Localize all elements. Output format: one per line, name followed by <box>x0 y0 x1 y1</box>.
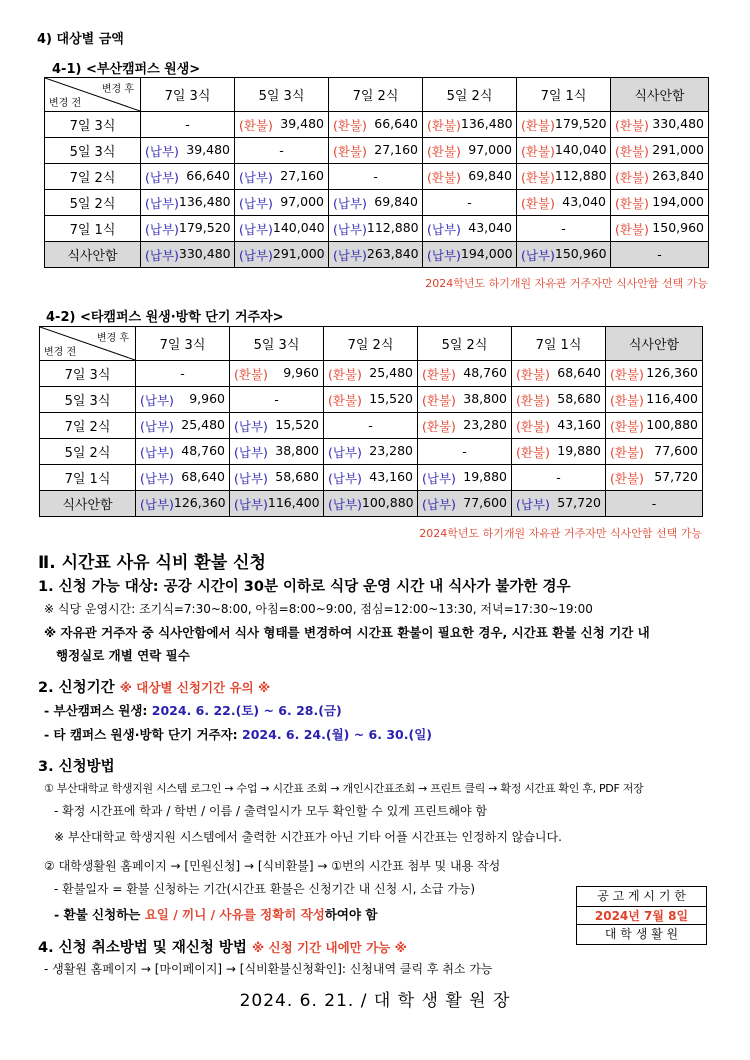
s4-title <box>38 936 407 957</box>
cell-type: (납부) <box>333 221 367 237</box>
cell-type: (납부) <box>239 221 273 237</box>
notice-top: 공 고 게 시 기 한 <box>597 889 686 903</box>
section-heading: 4) 대상별 금액 <box>37 32 124 47</box>
cell-value: 140,040 <box>272 219 325 235</box>
cell-type: (납부) <box>239 195 273 211</box>
table-cell <box>611 190 709 216</box>
s3-step1-note: - 확정 시간표에 학과 / 학번 / 이름 / 출력일시가 모두 확인할 수 있게 프린트해야 함 <box>54 804 488 818</box>
cell-value: 58,680 <box>557 390 601 406</box>
s2-line2 <box>44 725 432 743</box>
busan-price-table <box>44 77 709 268</box>
cell-type: (환불) <box>516 366 550 382</box>
table-row <box>40 387 703 413</box>
column-header: 식사안함 <box>606 327 703 361</box>
cell-type: (환불) <box>328 366 362 382</box>
header-row <box>45 78 709 112</box>
cell-value: 100,880 <box>646 416 698 432</box>
table-row <box>40 439 703 465</box>
s3-l6-b: 하여야 함 <box>324 907 378 922</box>
cell-value: 69,840 <box>374 193 418 209</box>
cell-type: (납부) <box>140 418 174 434</box>
table-cell <box>418 491 512 517</box>
cell-type: (환불) <box>234 366 268 382</box>
cell-value: 194,000 <box>652 193 704 209</box>
table-cell <box>611 112 709 138</box>
table-cell <box>512 413 606 439</box>
table-row <box>45 242 709 268</box>
cell-value: 19,880 <box>463 468 507 484</box>
cell-value: 68,640 <box>181 468 225 484</box>
table-cell <box>611 216 709 242</box>
corner-before-label: 변경 전 <box>49 98 82 109</box>
cell-type: (환불) <box>422 366 456 382</box>
cell-type: (환불) <box>615 195 649 211</box>
table-cell <box>230 361 324 387</box>
table-cell <box>235 112 329 138</box>
s2-title-text: 2. 신청기간 <box>38 680 115 696</box>
cell-value: 330,480 <box>178 245 231 261</box>
cell-value: 23,280 <box>463 416 507 432</box>
s2-line1-date: 2024. 6. 22.(토) ~ 6. 28.(금) <box>151 703 342 718</box>
row-header: 5일 2식 <box>45 190 141 216</box>
table-cell <box>230 439 324 465</box>
table-cell <box>324 439 418 465</box>
cell-value: - <box>368 418 373 433</box>
cell-value: 25,480 <box>181 416 225 432</box>
s1-note1: ※ 식당 운영시간: 조기식=7:30~8:00, 아침=8:00~9:00, 점심=12:00~13:30, 저녁=17:30~19:00 <box>44 602 593 616</box>
cell-value: - <box>657 247 662 262</box>
s2-line2-label: - 타 캠퍼스 원생·방학 단기 거주자: <box>44 727 238 742</box>
table-cell <box>423 190 517 216</box>
cell-type: (납부) <box>234 418 268 434</box>
table-cell <box>606 413 703 439</box>
cell-value: 66,640 <box>186 167 230 183</box>
cell-type: (환불) <box>333 143 367 159</box>
cell-value: 116,400 <box>267 494 320 510</box>
cell-type: (납부) <box>234 470 268 486</box>
table-cell <box>235 242 329 268</box>
cell-type: (환불) <box>516 392 550 408</box>
cell-type: (납부) <box>427 221 461 237</box>
column-header: 7일 2식 <box>329 78 423 112</box>
cell-type: (환불) <box>427 143 461 159</box>
table-cell <box>235 138 329 164</box>
table-cell <box>418 439 512 465</box>
table-cell <box>141 190 235 216</box>
cell-value: - <box>556 470 561 485</box>
table-cell <box>418 387 512 413</box>
cell-type: (환불) <box>516 444 550 460</box>
table-cell <box>136 413 230 439</box>
cell-value: 112,880 <box>366 219 419 235</box>
table-cell <box>423 216 517 242</box>
cell-type: (납부) <box>140 444 174 460</box>
table-cell <box>517 190 611 216</box>
cell-value: 57,720 <box>557 494 601 510</box>
cell-value: 58,680 <box>275 468 319 484</box>
cell-value: 330,480 <box>652 115 704 131</box>
table-row <box>40 361 703 387</box>
table-cell <box>324 361 418 387</box>
table-row <box>45 216 709 242</box>
row-header: 5일 3식 <box>40 387 136 413</box>
s3-title: 3. 신청방법 <box>38 759 115 775</box>
cell-value: 27,160 <box>374 141 418 157</box>
cell-value: 68,640 <box>557 364 601 380</box>
table-cell <box>517 138 611 164</box>
table-cell <box>329 138 423 164</box>
s2-title-warning: ※ 대상별 신청기간 유의 ※ <box>119 680 271 695</box>
table1-note: 2024학년도 하기개원 자유관 거주자만 식사안함 선택 가능 <box>425 277 708 290</box>
cell-value: 126,360 <box>173 494 226 510</box>
column-header: 7일 1식 <box>517 78 611 112</box>
cell-value: 126,360 <box>646 364 698 380</box>
cell-type: (환불) <box>521 143 555 159</box>
cell-value: 43,040 <box>562 193 606 209</box>
cell-type: (납부) <box>239 169 273 185</box>
cell-value: 150,960 <box>554 245 607 261</box>
cell-value: 9,960 <box>283 364 319 380</box>
table-cell <box>512 361 606 387</box>
cell-value: 9,960 <box>189 390 225 406</box>
cell-type: (납부) <box>427 247 461 263</box>
table-cell <box>606 465 703 491</box>
cell-type: (납부) <box>145 247 179 263</box>
corner-after-label: 변경 후 <box>101 84 134 95</box>
s3-step1: ① 부산대학교 학생지원 시스템 로그인 → 수업 → 시간표 조회 → 개인시간표조회 → 프린트 클릭 → 확정 시간표 확인 후, PDF 저장 <box>44 782 644 795</box>
table-row <box>45 190 709 216</box>
cell-value: - <box>462 444 467 459</box>
row-header: 식사안함 <box>45 242 141 268</box>
row-header: 7일 1식 <box>45 216 141 242</box>
cell-value: - <box>279 143 284 158</box>
cell-value: 23,280 <box>369 442 413 458</box>
cell-type: (납부) <box>234 444 268 460</box>
notice-period-box <box>576 886 707 945</box>
table-cell <box>517 164 611 190</box>
cell-value: - <box>180 366 185 381</box>
cell-type: (환불) <box>427 169 461 185</box>
cell-value: 97,000 <box>468 141 512 157</box>
table-cell <box>324 491 418 517</box>
cell-type: (납부) <box>145 143 179 159</box>
cell-value: 116,400 <box>646 390 698 406</box>
cell-value: 112,880 <box>554 167 607 183</box>
cell-value: 150,960 <box>652 219 704 235</box>
table-cell <box>141 164 235 190</box>
table-cell <box>611 138 709 164</box>
row-header: 5일 3식 <box>45 138 141 164</box>
table-cell <box>606 387 703 413</box>
column-header: 7일 3식 <box>136 327 230 361</box>
table-cell <box>136 361 230 387</box>
table-cell <box>324 387 418 413</box>
cell-value: 38,800 <box>463 390 507 406</box>
cell-type: (납부) <box>422 470 456 486</box>
cell-value: 97,000 <box>280 193 324 209</box>
table-cell <box>230 465 324 491</box>
table-cell <box>230 387 324 413</box>
table-row <box>40 413 703 439</box>
cell-type: (납부) <box>333 195 367 211</box>
cell-value: 43,040 <box>468 219 512 235</box>
cell-value: 77,600 <box>654 442 698 458</box>
cell-value: 25,480 <box>369 364 413 380</box>
table-cell <box>141 112 235 138</box>
cell-value: - <box>373 169 378 184</box>
cell-type: (환불) <box>422 392 456 408</box>
row-header: 7일 3식 <box>40 361 136 387</box>
cell-type: (납부) <box>328 496 362 512</box>
cell-value: 100,880 <box>361 494 414 510</box>
row-header: 7일 2식 <box>45 164 141 190</box>
table-cell <box>517 216 611 242</box>
table-cell <box>329 242 423 268</box>
cell-value: 19,880 <box>557 442 601 458</box>
cell-type: (납부) <box>234 496 268 512</box>
s4-title-warning: ※ 신청 기간 내에만 가능 ※ <box>251 940 407 955</box>
table-row <box>45 164 709 190</box>
s4-title-text: 4. 신청 취소방법 및 재신청 방법 <box>38 940 247 956</box>
table-cell <box>329 164 423 190</box>
cell-value: 136,480 <box>178 193 231 209</box>
table-cell <box>423 112 517 138</box>
table-cell <box>611 242 709 268</box>
column-header: 식사안함 <box>611 78 709 112</box>
column-header: 5일 3식 <box>235 78 329 112</box>
table-cell <box>611 164 709 190</box>
cell-value: 140,040 <box>554 141 607 157</box>
table-cell <box>606 361 703 387</box>
table-cell <box>141 138 235 164</box>
notice-bottom: 대 학 생 활 원 <box>604 927 679 941</box>
s3-l6-a: - 환불 신청하는 <box>54 907 141 922</box>
cell-value: 66,640 <box>374 115 418 131</box>
cell-value: 57,720 <box>654 468 698 484</box>
row-header: 식사안함 <box>40 491 136 517</box>
cell-value: - <box>274 392 279 407</box>
cell-type: (환불) <box>615 117 649 133</box>
header-row <box>40 327 703 361</box>
section2-title: Ⅱ. 시간표 사유 식비 환불 신청 <box>38 553 266 573</box>
cell-value: 15,520 <box>369 390 413 406</box>
table2-title: 4-2) <타캠퍼스 원생·방학 단기 거주자> <box>46 310 284 325</box>
table-cell <box>512 491 606 517</box>
cell-type: (납부) <box>422 496 456 512</box>
cell-value: 194,000 <box>460 245 513 261</box>
cell-value: 291,000 <box>272 245 325 261</box>
cell-value: - <box>651 496 657 511</box>
cell-value: 48,760 <box>181 442 225 458</box>
table-cell <box>512 387 606 413</box>
table-cell <box>136 387 230 413</box>
table-cell <box>606 491 703 517</box>
corner-before-label: 변경 전 <box>44 347 77 358</box>
table-cell <box>418 361 512 387</box>
table-cell <box>423 138 517 164</box>
cell-value: 43,160 <box>557 416 601 432</box>
table-cell <box>329 112 423 138</box>
cell-type: (납부) <box>145 169 179 185</box>
cell-type: (납부) <box>328 470 362 486</box>
column-header: 7일 1식 <box>512 327 606 361</box>
table-cell <box>512 465 606 491</box>
cell-value: - <box>561 221 566 236</box>
table-cell <box>230 491 324 517</box>
column-header: 5일 2식 <box>418 327 512 361</box>
cell-type: (환불) <box>328 392 362 408</box>
column-header: 5일 3식 <box>230 327 324 361</box>
table-cell <box>418 413 512 439</box>
cell-type: (납부) <box>516 496 550 512</box>
table-cell <box>136 465 230 491</box>
s3-step2: ② 대학생활원 홈페이지 → [민원신청] → [식비환불] → ①번의 시간표 첨부 및 내용 작성 <box>44 859 501 873</box>
cell-type: (환불) <box>610 366 644 382</box>
s3-step2-note2 <box>54 905 378 923</box>
table-cell <box>517 242 611 268</box>
column-header: 5일 2식 <box>423 78 517 112</box>
column-header: 7일 2식 <box>324 327 418 361</box>
cell-type: (환불) <box>521 117 555 133</box>
table-cell <box>517 112 611 138</box>
cell-value: 77,600 <box>463 494 507 510</box>
table-cell <box>329 216 423 242</box>
table-row <box>45 112 709 138</box>
s1-title: 1. 신청 가능 대상: 공강 시간이 30분 이하로 식당 운영 시간 내 식사가 불가한 경우 <box>38 579 571 595</box>
table-cell <box>136 439 230 465</box>
cell-type: (환불) <box>333 117 367 133</box>
cell-type: (환불) <box>239 117 273 133</box>
cell-type: (납부) <box>140 392 174 408</box>
row-header: 7일 3식 <box>45 112 141 138</box>
cell-value: 136,480 <box>460 115 513 131</box>
cell-value: 179,520 <box>554 115 607 131</box>
s1-note2a: ※ 자유관 거주자 중 식사안함에서 식사 형태를 변경하여 시간표 환불이 필요한 경우, 시간표 환불 신청 기간 내 <box>44 625 650 640</box>
cell-type: (납부) <box>328 444 362 460</box>
table-row <box>45 138 709 164</box>
cell-type: (납부) <box>239 247 273 263</box>
cell-type: (납부) <box>140 496 174 512</box>
column-header: 7일 3식 <box>141 78 235 112</box>
cell-value: 38,800 <box>275 442 319 458</box>
table-cell <box>141 216 235 242</box>
table-cell <box>423 242 517 268</box>
table2-note: 2024학년도 하기개원 자유관 거주자만 식사안함 선택 가능 <box>419 527 702 540</box>
table-cell <box>235 216 329 242</box>
s2-line2-date: 2024. 6. 24.(월) ~ 6. 30.(일) <box>242 727 432 742</box>
cell-value: 263,840 <box>366 245 419 261</box>
cell-type: (환불) <box>422 418 456 434</box>
cell-type: (환불) <box>521 195 555 211</box>
cell-type: (납부) <box>333 247 367 263</box>
cell-type: (환불) <box>427 117 461 133</box>
cell-value: 39,480 <box>186 141 230 157</box>
cell-type: (환불) <box>615 169 649 185</box>
row-header: 7일 1식 <box>40 465 136 491</box>
notice-date: 2024년 7월 8일 <box>577 906 706 925</box>
s2-line1-label: - 부산캠퍼스 원생: <box>44 703 148 718</box>
cell-type: (납부) <box>521 247 555 263</box>
cell-value: 69,840 <box>468 167 512 183</box>
table-cell <box>324 413 418 439</box>
table-cell <box>324 465 418 491</box>
corner-cell <box>45 78 141 112</box>
table-row <box>40 491 703 517</box>
cell-type: (환불) <box>610 418 644 434</box>
table-cell <box>235 190 329 216</box>
table-cell <box>329 190 423 216</box>
cell-type: (환불) <box>615 143 649 159</box>
s1-note2b: 행정실로 개별 연락 필수 <box>56 648 190 663</box>
cell-type: (납부) <box>145 221 179 237</box>
row-header: 5일 2식 <box>40 439 136 465</box>
cell-value: 27,160 <box>280 167 324 183</box>
cell-type: (환불) <box>610 392 644 408</box>
cell-type: (환불) <box>516 418 550 434</box>
table-cell <box>512 439 606 465</box>
corner-after-label: 변경 후 <box>96 333 129 344</box>
table-cell <box>230 413 324 439</box>
table-cell <box>423 164 517 190</box>
table1-title: 4-1) <부산캠퍼스 원생> <box>52 62 201 77</box>
other-campus-price-table <box>39 326 703 517</box>
s3-step1-warning: ※ 부산대학교 학생지원 시스템에서 출력한 시간표가 아닌 기타 어플 시간표는 인정하지 않습니다. <box>54 830 562 844</box>
row-header: 7일 2식 <box>40 413 136 439</box>
cell-type: (환불) <box>610 470 644 486</box>
cell-type: (환불) <box>615 221 649 237</box>
cell-value: - <box>185 117 190 132</box>
table-cell <box>418 465 512 491</box>
cell-type: (환불) <box>521 169 555 185</box>
cell-value: 179,520 <box>178 219 231 235</box>
cell-value: 48,760 <box>463 364 507 380</box>
s3-l6-red: 요일 / 끼니 / 사유를 정확히 작성 <box>144 907 325 922</box>
s3-step2-note: - 환불일자 = 환불 신청하는 기간(시간표 환불은 신청기간 내 신청 시, 소급 가능) <box>54 882 476 896</box>
table-cell <box>136 491 230 517</box>
footer-signature: 2024. 6. 21. / 대 학 생 활 원 장 <box>239 991 511 1011</box>
table-cell <box>235 164 329 190</box>
corner-cell <box>40 327 136 361</box>
s4-line1: - 생활원 홈페이지 → [마이페이지] → [식비환불신청확인]: 신청내역 클릭 후 취소 가능 <box>44 962 493 976</box>
cell-value: 15,520 <box>275 416 319 432</box>
table-cell <box>141 242 235 268</box>
cell-value: 39,480 <box>280 115 324 131</box>
cell-type: (납부) <box>140 470 174 486</box>
table-row <box>40 465 703 491</box>
cell-type: (환불) <box>610 444 644 460</box>
cell-type: (납부) <box>145 195 179 211</box>
s2-title <box>38 676 270 697</box>
cell-value: 43,160 <box>369 468 413 484</box>
cell-value: - <box>467 195 472 210</box>
s2-line1 <box>44 701 342 719</box>
cell-value: 263,840 <box>652 167 704 183</box>
cell-value: 291,000 <box>652 141 704 157</box>
table-cell <box>606 439 703 465</box>
